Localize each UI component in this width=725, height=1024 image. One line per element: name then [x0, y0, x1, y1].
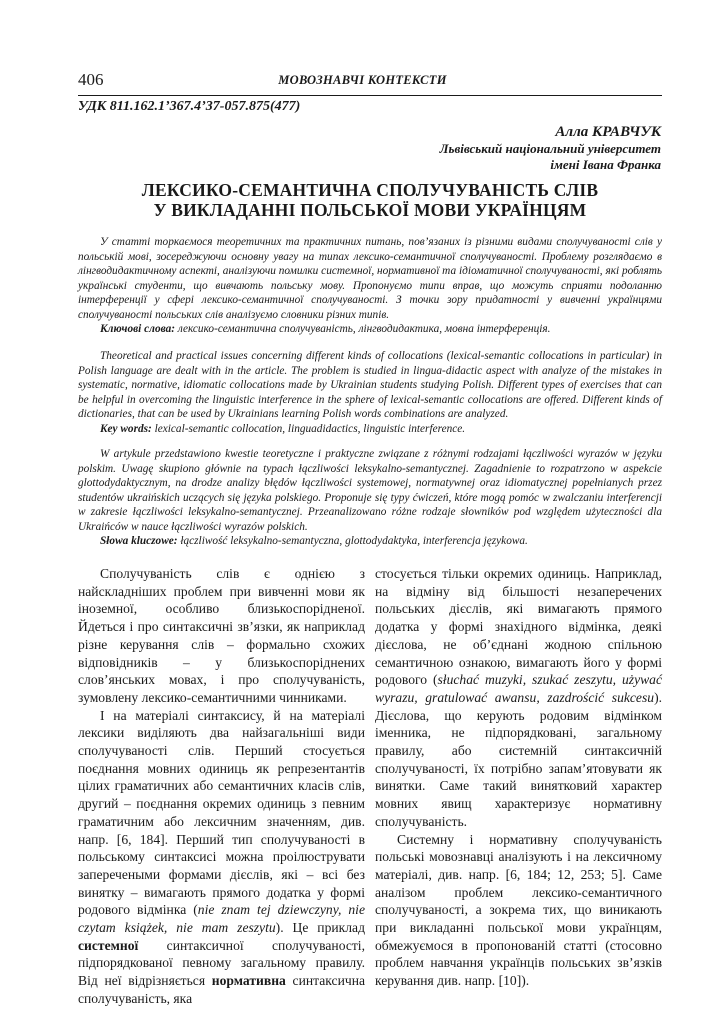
keywords-en: lexical-semantic collocation, linguadidactics, linguistic interference.	[154, 422, 466, 435]
header-rule	[78, 95, 662, 96]
author-block	[440, 123, 661, 173]
page-number: 406	[78, 70, 104, 89]
article-title-line1: ЛЕКСИКО-СЕМАНТИЧНА СПОЛУЧУВАНІСТЬ СЛІВ	[141, 180, 599, 200]
keywords-label-uk: Ключові слова:	[100, 323, 175, 335]
abstract-polish	[78, 447, 662, 549]
running-header-title: МОВОЗНАВЧІ КОНТЕКСТИ	[278, 73, 447, 87]
abstract-en-text: Theoretical and practical issues concerning different kinds of collocations (lexical-semantic collocations in particular) in Polish language are dealt with in the article. The problem is studied in lingua-didactic aspect with analyze of the mistakes in systematic, normative, idiomatic collocations made by Ukrainian students studying Polish. Different types of exercises that can be helpful in overcoming the linguistic interference in the sphere of lexical-semantic collocations are offered. Different kinds of dictionaries, that can be used by Ukrainians learning Polish words combinations are analyzed.	[78, 350, 662, 420]
abstract-en-keywords	[78, 422, 662, 437]
keywords-pl: łączliwość leksykalno-semantyczna, glottodydaktyka, interferencja językowa.	[180, 535, 528, 547]
udk-code: УДК 811.162.1’367.4’37-057.875(477)	[78, 99, 301, 114]
abstract-pl-keywords	[78, 534, 662, 549]
author-affiliation-line1: Львівський національний університет	[439, 141, 661, 156]
example-phrase: nie znam tej dziewczyny, nie czytam książek, nie mam zeszytu	[78, 902, 365, 936]
keywords-uk: лексико-семантична сполучуваність, лінгводидактика, мовна інтерференція.	[177, 323, 551, 335]
body-text: ). Дієслова, що керують родовим відмінком іменника, не підпорядковані, загальному правилу, або системній синтаксичній сполучуваності, їх потрібно запам’ятовувати як винятки. Саме такий винятковий характер мовних явищ характеризує нормативну сполучуваність.	[375, 689, 662, 829]
author-name: Алла КРАВЧУК	[555, 124, 661, 140]
abstract-ukrainian	[78, 235, 662, 337]
body-paragraph	[78, 707, 365, 1008]
abstract-uk-text: У статті торкаємося теоретичних та практичних питань, пов’язаних із різними видами сполучуваності слів у польській мові, зосереджуючи основну увагу на типах лексико-семантичної сполучуваності. Проблему розглядаємо в лінгводидактичному аспекті, аналізуючи помилки системної, нормативної та ідіоматичної сполучуваності, які роблять українські студенти, що вивчають польську мову. Пропонуємо типи вправ, що можуть сприяти подоланню інтерференції у сфері лексико-семантичної сполучуваності. З точки зору придатності у вивченні українцями сполучуваності польських слів аналізуємо словники різних типів.	[78, 236, 662, 321]
body-column-right	[375, 565, 662, 990]
body-column-left	[78, 565, 365, 1008]
bold-term: нормативна	[211, 973, 286, 989]
abstract-pl-text: W artykule przedstawiono kwestie teoretyczne i praktyczne związane z różnymi rodzajami łączliwości wyrazów w języku polskim. Uwagę skupiono głównie na typach łączliwości leksykalno-semantycznej. Zagadnienie to rozpatrzono w aspekcie glottodydaktycznym, na drodze analizy błędów łączliwości systemowej, normatywnej oraz idiomatycznej popełnianych przez studentów ukraińskich uczących się języka polskiego. Proponuje się typy ćwiczeń, które mogą pomóc w zwalczaniu interferencji w zakresie łączliwości leksykalno-semantycznej. Przeanalizowano różne rodzaje słowników pod względem użyteczności dla Ukraińców w nauce łączliwości wyrazów polskich.	[78, 448, 662, 533]
keywords-label-en: Key words:	[100, 422, 152, 435]
body-text: ). Це приклад	[275, 920, 365, 936]
author-affiliation-line2: імені Івана Франка	[550, 157, 661, 172]
body-text: синтаксичної сполучуваності, підпорядкованої певному загальному правилу. Від неї відрізняється	[78, 937, 365, 989]
abstract-english	[78, 349, 662, 436]
body-paragraph: Системну і нормативну сполучуваність польські мовознавці аналізують і на лексичному матеріалі, див. напр. [6, 184; 12, 253; 5]. Саме аналізом проблем лексико-семантичного сполучуваності, а зокрема тих, що виникають при викладанні польської мови українцям, обмежуємося в пропонованій статті (стосовно проблем навчання українців польських зв’язків керування див. напр. [10]).	[375, 831, 662, 989]
body-text: І на матеріалі синтаксису, й на матеріалі лексики виділяють два найзагальніші види сполучуваності слів. Перший стосується поєднання мовних одиниць як репрезентантів цілих граматичних або семантичних класів слів, другий – поєднання окремих одиниць з певним граматичним або лексичним значенням, див. напр. [6, 184]. Перший тип сполучуваності в польському синтаксисі можна проілюструвати заперечеными формами дієслів, які – всі без винятку – вимагають прямого додатка у формі родового відмінка (	[78, 707, 365, 918]
body-text: синтаксична сполучуваність, яка	[78, 973, 365, 1006]
article-title-line2: У ВИКЛАДАННІ ПОЛЬСЬКОЇ МОВИ УКРАЇНЦЯМ	[153, 200, 587, 220]
body-paragraph	[375, 565, 662, 831]
example-phrase: słuchać muzyki, szukać zeszytu, używać wyrazu, gratulować awansu, zazdrościć sukcesu	[375, 672, 662, 705]
body-paragraph: Сполучуваність слів є однією з найскладніших проблем при вивченні мови як іноземної, особливо близькоспорідненої. Йдеться і про синтаксичні зв’язки, як наприклад різне керування слів – формально схожих відповідників – у близькоспоріднених слов’янських мовах, і про сполучуваність, зумовлену лексико-семантичними чинниками.	[78, 566, 365, 705]
article-title	[78, 180, 662, 220]
abstract-uk-keywords	[78, 322, 662, 337]
body-text: стосується тільки окремих одиниць. Наприклад, на відміну від більшості незаперечених польських дієслів, які вимагають прямого додатка у формі знахідного відмінка, деякі дієслова, не об’єднані жодною спільною семантичною ознакою, вимагають його у формі родового (	[375, 566, 662, 688]
bold-term: системної	[78, 937, 139, 953]
keywords-label-pl: Słowa kluczowe:	[100, 535, 178, 547]
